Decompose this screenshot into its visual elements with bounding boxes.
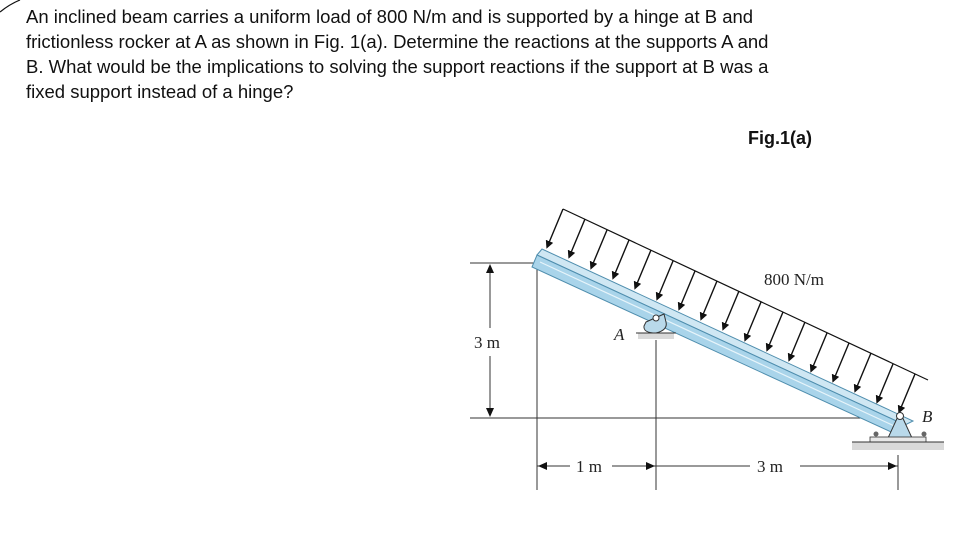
arrowhead-right-a xyxy=(646,462,655,470)
load-arrow xyxy=(790,322,805,358)
dim-3m-label: 3 m xyxy=(757,457,783,476)
dim-1m-label: 1 m xyxy=(576,457,602,476)
load-arrow xyxy=(548,209,563,245)
rocker-ground xyxy=(638,333,674,339)
load-arrow xyxy=(812,333,827,369)
load-arrow xyxy=(680,271,695,307)
load-arrow xyxy=(878,364,893,400)
load-arrow xyxy=(724,291,739,327)
load-arrow xyxy=(636,250,651,286)
pin-base xyxy=(870,437,926,442)
inclined-beam xyxy=(532,249,913,437)
bolt-icon xyxy=(922,432,927,437)
load-arrow xyxy=(658,261,673,297)
load-arrow xyxy=(614,240,629,276)
figure-title: Fig.1(a) xyxy=(748,128,813,148)
distributed-load xyxy=(548,209,928,410)
load-label: 800 N/m xyxy=(764,270,824,289)
pin-ground xyxy=(852,442,944,450)
load-arrow xyxy=(900,374,915,410)
load-arrow xyxy=(856,353,871,389)
arrowhead-up xyxy=(486,264,494,273)
load-arrow xyxy=(702,281,717,317)
load-arrow xyxy=(746,302,761,338)
load-arrow xyxy=(768,312,783,348)
pin-circle xyxy=(897,413,904,420)
problem-line-1: An inclined beam carries a uniform load of 800 N/m and is supported by a hinge at B and xyxy=(26,6,754,27)
support-b-label: B xyxy=(922,407,933,426)
bolt-icon xyxy=(874,432,879,437)
problem-line-4: fixed support instead of a hinge? xyxy=(26,81,294,102)
problem-line-3: B. What would be the implications to solving the support reactions if the support at B was a xyxy=(26,56,769,77)
problem-line-2: frictionless rocker at A as shown in Fig. 1(a). Determine the reactions at the supports A and xyxy=(26,31,769,52)
height-label: 3 m xyxy=(474,333,500,352)
arrowhead-right-b xyxy=(888,462,897,470)
load-arrow xyxy=(592,230,607,266)
beam-highlight xyxy=(540,262,903,430)
load-arrow xyxy=(834,343,849,379)
arrowhead-left xyxy=(538,462,547,470)
corner-mark xyxy=(0,0,20,12)
load-arrow xyxy=(570,219,585,255)
arrowhead-down xyxy=(486,408,494,417)
rocker-pin xyxy=(653,315,659,321)
support-a-label: A xyxy=(614,325,625,344)
dimension-arrowheads xyxy=(486,264,897,470)
beam-top-face xyxy=(537,249,913,425)
